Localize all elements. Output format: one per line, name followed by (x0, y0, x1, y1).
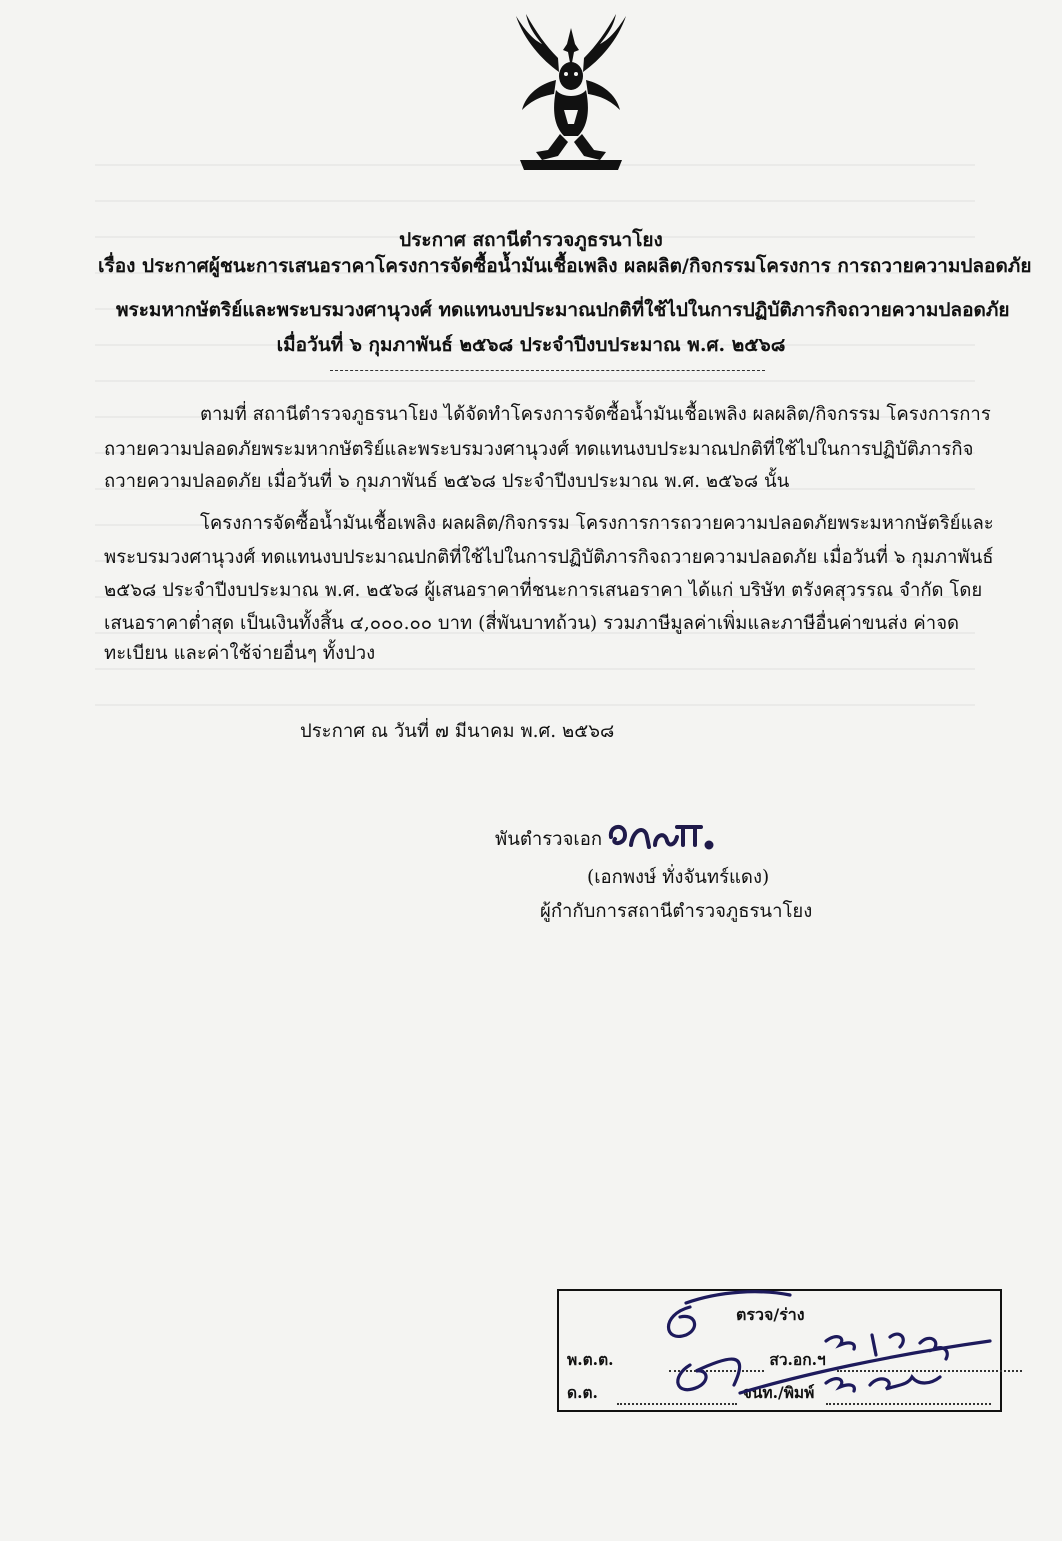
heading-line-1: ประกาศ สถานีตำรวจภูธรนาโยง (399, 229, 663, 251)
review-row-2-role: จนท./พิมพ์ (742, 1383, 815, 1402)
subject-text-3: เมื่อวันที่ ๖ กุมภาพันธ์ ๒๕๖๘ ประจำปีงบประมาณ พ.ศ. ๒๕๖๘ (276, 334, 786, 356)
announcement-heading (0, 228, 1062, 252)
subject-text: เรื่อง ประกาศผู้ชนะการเสนอราคาโครงการจัดซื้อน้ำมันเชื้อเพลิง ผลผลิต/กิจกรรมโครงการ การถวายความปลอดภัย (98, 255, 1032, 277)
signer-name: (เอกพงษ์ ทั่งจันทร์แดง) (587, 867, 770, 888)
review-box-title: ตรวจ/ร่าง (736, 1305, 805, 1324)
subject-line-2 (116, 298, 1009, 322)
signer-position: ผู้กำกับการสถานีตำรวจภูธรนาโยง (540, 901, 813, 922)
dashed-divider (330, 370, 765, 371)
review-row-1-role: สว.อก.ฯ (769, 1350, 826, 1369)
garuda-emblem-icon (512, 10, 630, 175)
review-row-2-rank: ด.ต. (567, 1383, 598, 1402)
paragraph-1-line-3: ถวายความปลอดภัย เมื่อวันที่ ๖ กุมภาพันธ์ ๒๕๖๘ ประจำปีงบประมาณ พ.ศ. ๒๕๖๘ นั้น (104, 471, 790, 492)
announcement-date: ประกาศ ณ วันที่ ๗ มีนาคม พ.ศ. ๒๕๖๘ (300, 721, 615, 742)
paragraph-1-line-1: ตามที่ สถานีตำรวจภูธรนาโยง ได้จัดทำโครงการจัดซื้อน้ำมันเชื้อเพลิง ผลผลิต/กิจกรรม โครงการการ (200, 404, 991, 425)
signer-rank: พันตำรวจเอก (495, 829, 603, 850)
subject-line (98, 254, 1031, 278)
review-row-1-rank: พ.ต.ต. (567, 1350, 614, 1369)
paragraph-1-line-2: ถวายความปลอดภัยพระมหากษัตริย์และพระบรมวงศานุวงศ์ ทดแทนงบประมาณปกติที่ใช้ไปในการปฏิบัติภารกิจ (104, 439, 974, 460)
subject-line-3 (0, 333, 1062, 357)
paragraph-2-line-3: ๒๕๖๘ ประจำปีงบประมาณ พ.ศ. ๒๕๖๘ ผู้เสนอราคาที่ชนะการเสนอราคา ได้แก่ บริษัท ตรังคสุวรรณ จำกัด โดย (104, 580, 983, 601)
handwritten-initials-icon (650, 1285, 1000, 1415)
subject-text-2: พระมหากษัตริย์และพระบรมวงศานุวงศ์ ทดแทนงบประมาณปกติที่ใช้ไปในการปฏิบัติภารกิจถวายความปลอดภัย (116, 299, 1010, 321)
paragraph-2-line-2: พระบรมวงศานุวงศ์ ทดแทนงบประมาณปกติที่ใช้ไปในการปฏิบัติภารกิจถวายความปลอดภัย เมื่อวันที่ ๖ กุมภาพันธ์ (104, 547, 994, 568)
paragraph-2-line-1: โครงการจัดซื้อน้ำมันเชื้อเพลิง ผลผลิต/กิจกรรม โครงการการถวายความปลอดภัยพระมหากษัตริย์และ (200, 513, 994, 534)
paragraph-2-line-5: ทะเบียน และค่าใช้จ่ายอื่นๆ ทั้งปวง (104, 643, 376, 664)
signature-icon (605, 815, 735, 855)
paragraph-2-line-4: เสนอราคาต่ำสุด เป็นเงินทั้งสิ้น ๔,๐๐๐.๐๐ บาท (สี่พันบาทถ้วน) รวมภาษีมูลค่าเพิ่มและภาษีอื่นค่าขนส่ง ค่าจด (104, 613, 960, 634)
